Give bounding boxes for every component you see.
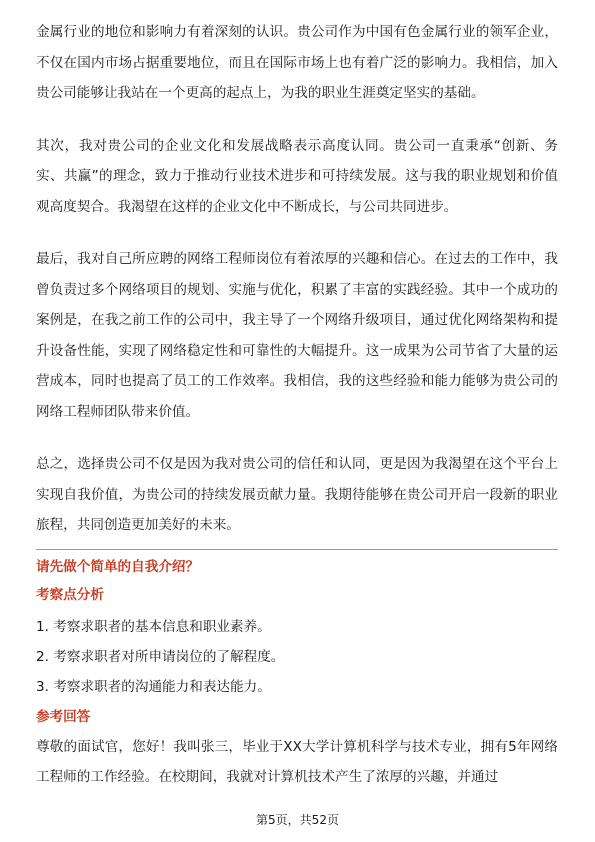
section-divider [36,549,558,550]
analysis-points-list [36,612,558,702]
paragraph-conclusion: 总之，选择贵公司不仅是因为我对贵公司的信任和认同，更是因为我渴望在这个平台上实现自我价值，为贵公司的持续发展贡献力量。我期待能够在贵公司开启一段新的职业旅程，共同创造更加美好的未来。 [36,456,558,533]
paragraph-industry-recognition: 金属行业的地位和影响力有着深刻的认识。贵公司作为中国有色金属行业的领军企业，不仅在国内市场占据重要地位，而且在国际市场上也有着广泛的影响力。我相信，加入贵公司能够让我站在一个更高的起点上，为我的职业生涯奠定坚实的基础。 [36,24,558,101]
analysis-heading: 考察点分析 [36,586,104,603]
paragraph-culture-alignment: 其次，我对贵公司的企业文化和发展战略表示高度认同。贵公司一直秉承“创新、务实、共赢”的理念，致力于推动行业技术进步和可持续发展。这与我的职业规划和价值观高度契合。我渴望在这样的企业文化中不断成长，与公司共同进步。 [36,137,558,215]
analysis-point: 1. 考察求职者的基本信息和职业素养。 [36,618,271,635]
answer-heading: 参考回答 [36,708,91,725]
answer-text: 尊敬的面试官，您好！我叫张三，毕业于XX大学计算机科学与技术专业，拥有5年网络工程师的工作经验。在校期间，我就对计算机技术产生了浓厚的兴趣，并通过 [36,738,558,785]
page-number: 第5页，共52页 [256,813,339,827]
question-title: 请先做个简单的自我介绍？ [36,558,200,575]
paragraph-position-interest: 最后，我对自己所应聘的网络工程师岗位有着浓厚的兴趣和信心。在过去的工作中，我曾负责过多个网络项目的规划、实施与优化，积累了丰富的实践经验。其中一个成功的案例是，在我之前工作的公司中，我主导了一个网络升级项目，通过优化网络架构和提升设备性能，实现了网络稳定性和可靠性的大幅提升。这一成果为公司节省了大量的运营成本，同时也提高了员工的工作效率。我相信，我的这些经验和能力能够为贵公司的网络工程师团队带来价值。 [36,251,558,420]
analysis-point: 3. 考察求职者的沟通能力和表达能力。 [36,678,271,695]
analysis-point: 2. 考察求职者对所申请岗位的了解程度。 [36,648,285,665]
document-page [36,17,558,792]
